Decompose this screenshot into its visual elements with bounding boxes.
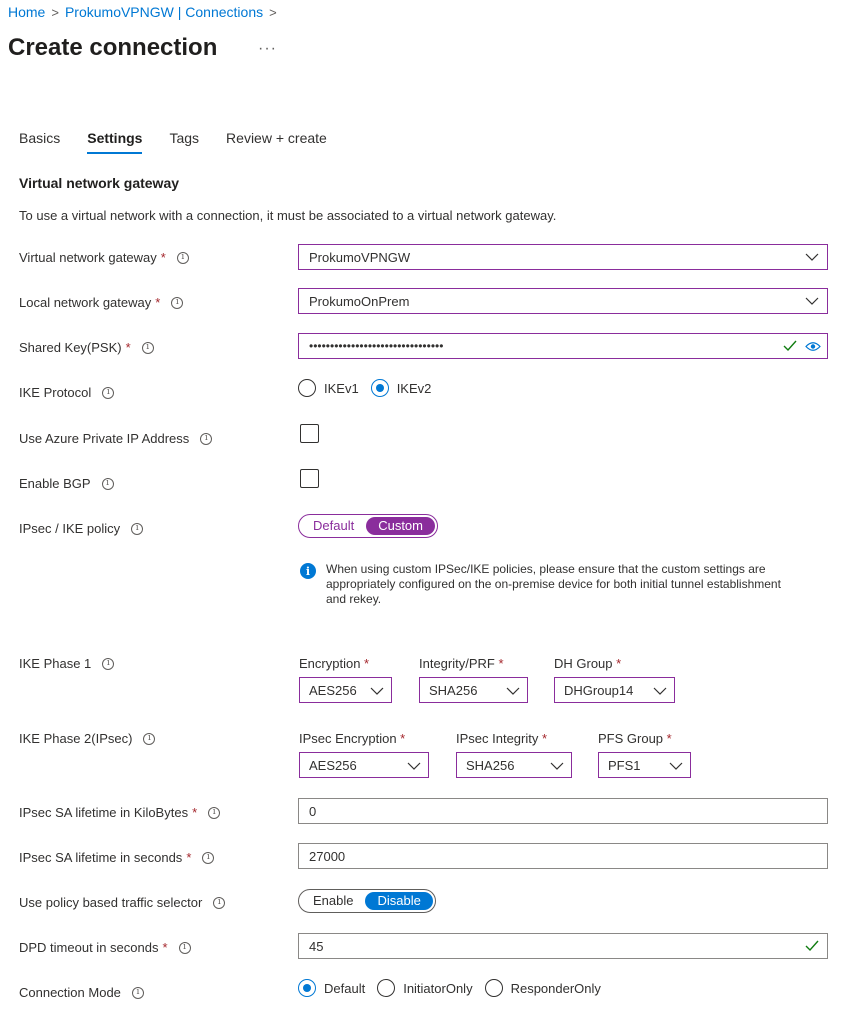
mode-option-3: ResponderOnly [510, 980, 601, 996]
ike-label [19, 385, 114, 400]
phase1-integrity-select[interactable] [419, 677, 528, 703]
phase1-label [19, 656, 114, 671]
required-marker: * [498, 656, 504, 671]
phase2-pfs-label [598, 731, 672, 746]
label-text: Encryption [299, 656, 361, 671]
sa-sec-value: 27000 [309, 848, 346, 864]
select-value: SHA256 [429, 682, 478, 698]
chevron-down-icon [653, 686, 667, 696]
info-icon[interactable]: i [171, 297, 183, 309]
sa-sec-label [19, 850, 214, 865]
psk-value: •••••••••••••••••••••••••••••••• [309, 339, 444, 353]
info-filled-icon: i [300, 563, 316, 579]
info-icon[interactable]: i [132, 987, 144, 999]
mode-radio-default[interactable] [298, 979, 365, 997]
info-message-text: When using custom IPSec/IKE policies, please ensure that the custom settings are appropriately configured on the on-premise device for both initial tunnel establishment and rekey. [326, 562, 781, 606]
ike-label-text: IKE Protocol [19, 385, 92, 400]
sa-kb-label [19, 805, 220, 820]
sa-kb-value: 0 [309, 803, 317, 819]
page-title: Create connection [8, 34, 218, 61]
required-marker: * [666, 731, 672, 746]
info-icon[interactable]: i [202, 852, 214, 864]
lng-value: ProkumoOnPrem [309, 293, 410, 309]
required-marker: * [125, 340, 131, 355]
vng-select[interactable] [298, 244, 828, 270]
required-marker: * [186, 850, 192, 865]
more-actions-button[interactable]: ··· [258, 40, 277, 57]
sa-kb-label-text: IPsec SA lifetime in KiloBytes [19, 805, 189, 820]
vng-label-text: Virtual network gateway [19, 250, 157, 265]
label-text: IPsec Integrity [456, 731, 539, 746]
chevron-down-icon [407, 761, 421, 771]
psk-label-text: Shared Key(PSK) [19, 340, 122, 355]
phase2-label [19, 731, 155, 746]
phase2-integrity-label [456, 731, 547, 746]
breadcrumb-separator: > [269, 4, 277, 20]
lng-label-text: Local network gateway [19, 295, 152, 310]
selector-option-enable[interactable]: Enable [313, 893, 354, 908]
radio-circle-selected [298, 979, 316, 997]
info-icon[interactable]: i [200, 433, 212, 445]
bgp-label [19, 476, 114, 491]
info-icon[interactable]: i [179, 942, 191, 954]
tab-review-create[interactable]: Review + create [226, 130, 327, 146]
phase1-dh-label [554, 656, 621, 671]
breadcrumb [8, 4, 277, 20]
dpd-label-text: DPD timeout in seconds [19, 940, 159, 955]
label-text: Integrity/PRF [419, 656, 495, 671]
radio-circle [298, 379, 316, 397]
selector-label-text: Use policy based traffic selector [19, 895, 203, 910]
psk-label [19, 340, 154, 355]
mode-option-2: InitiatorOnly [403, 980, 473, 996]
phase2-pfs-select[interactable] [598, 752, 691, 778]
mode-label-text: Connection Mode [19, 985, 121, 1000]
chevron-down-icon [506, 686, 520, 696]
section-title: Virtual network gateway [19, 175, 180, 191]
label-text: PFS Group [598, 731, 664, 746]
tab-basics[interactable]: Basics [19, 130, 61, 146]
ike-radio-ikev1[interactable] [298, 379, 359, 397]
checkmark-icon [783, 340, 797, 352]
tab-tags[interactable]: Tags [169, 130, 200, 146]
mode-radio-responderonly[interactable] [485, 979, 601, 997]
label-text: DH Group [554, 656, 613, 671]
phase1-encryption-label [299, 656, 369, 671]
select-value: AES256 [309, 682, 357, 698]
info-icon[interactable]: i [177, 252, 189, 264]
chevron-down-icon [669, 761, 683, 771]
selector-toggle[interactable] [298, 889, 436, 913]
breadcrumb-gateway-connections[interactable]: ProkumoVPNGW | Connections [64, 4, 264, 20]
vng-label [19, 250, 189, 265]
info-icon[interactable]: i [102, 658, 114, 670]
lng-select[interactable] [298, 288, 828, 314]
selector-option-disable[interactable]: Disable [365, 892, 432, 910]
required-marker: * [400, 731, 406, 746]
policy-label [19, 521, 143, 536]
bgp-label-text: Enable BGP [19, 476, 91, 491]
tab-bar [19, 130, 354, 154]
mode-label [19, 985, 144, 1000]
dpd-input[interactable] [298, 933, 828, 959]
radio-circle [485, 979, 503, 997]
ike-option-2: IKEv2 [396, 380, 432, 396]
radio-circle-selected [371, 379, 389, 397]
required-marker: * [162, 940, 168, 955]
chevron-down-icon [370, 686, 384, 696]
label-text: IPsec Encryption [299, 731, 397, 746]
mode-option-1: Default [324, 980, 366, 996]
ike-radio-group [298, 379, 443, 397]
psk-input[interactable] [298, 333, 828, 359]
phase1-dh-select[interactable] [554, 677, 675, 703]
phase2-encryption-select[interactable] [299, 752, 429, 778]
phase2-encryption-label [299, 731, 405, 746]
vng-value: ProkumoVPNGW [309, 249, 411, 265]
sa-kb-input[interactable] [298, 798, 828, 824]
info-icon[interactable]: i [143, 733, 155, 745]
select-value: SHA256 [466, 757, 515, 773]
phase1-encryption-select[interactable] [299, 677, 392, 703]
tab-settings[interactable]: Settings [87, 130, 142, 154]
select-value: AES256 [309, 757, 357, 773]
info-icon[interactable]: i [131, 523, 143, 535]
chevron-down-icon [550, 761, 564, 771]
required-marker: * [542, 731, 548, 746]
private-ip-label [19, 431, 212, 446]
phase1-label-text: IKE Phase 1 [19, 656, 92, 671]
chevron-down-icon [805, 296, 819, 306]
chevron-down-icon [805, 252, 819, 262]
mode-radio-group [298, 979, 613, 997]
required-marker: * [192, 805, 198, 820]
policy-option-default[interactable]: Default [313, 518, 355, 533]
radio-circle [377, 979, 395, 997]
info-icon[interactable]: i [142, 342, 154, 354]
selector-label [19, 895, 225, 910]
custom-policy-info-message [300, 562, 800, 607]
phase2-integrity-select[interactable] [456, 752, 572, 778]
phase1-integrity-label [419, 656, 504, 671]
eye-icon[interactable] [805, 341, 821, 352]
mode-radio-initiatoronly[interactable] [377, 979, 472, 997]
policy-toggle[interactable] [298, 514, 438, 538]
info-icon[interactable]: i [102, 387, 114, 399]
lng-label [19, 295, 183, 310]
required-marker: * [155, 295, 161, 310]
phase2-label-text: IKE Phase 2(IPsec) [19, 731, 133, 746]
private-ip-checkbox[interactable] [300, 424, 319, 443]
select-value: PFS1 [608, 757, 641, 773]
ike-radio-ikev2[interactable] [371, 379, 432, 397]
private-ip-label-text: Use Azure Private IP Address [19, 431, 190, 446]
ike-option-1: IKEv1 [324, 380, 359, 396]
required-marker: * [364, 656, 370, 671]
checkmark-icon [805, 940, 819, 952]
breadcrumb-home[interactable]: Home [8, 4, 46, 20]
bgp-checkbox[interactable] [300, 469, 319, 488]
info-icon[interactable]: i [102, 478, 114, 490]
dpd-value: 45 [309, 938, 324, 954]
sa-sec-input[interactable] [298, 843, 828, 869]
required-marker: * [160, 250, 166, 265]
info-icon[interactable]: i [208, 807, 220, 819]
breadcrumb-separator: > [51, 4, 59, 20]
policy-option-custom[interactable]: Custom [366, 517, 435, 535]
info-icon[interactable]: i [213, 897, 225, 909]
sa-sec-label-text: IPsec SA lifetime in seconds [19, 850, 183, 865]
section-description: To use a virtual network with a connection, it must be associated to a virtual network gateway. [19, 208, 557, 223]
dpd-label [19, 940, 191, 955]
policy-label-text: IPsec / IKE policy [19, 521, 121, 536]
select-value: DHGroup14 [564, 682, 634, 698]
required-marker: * [616, 656, 622, 671]
